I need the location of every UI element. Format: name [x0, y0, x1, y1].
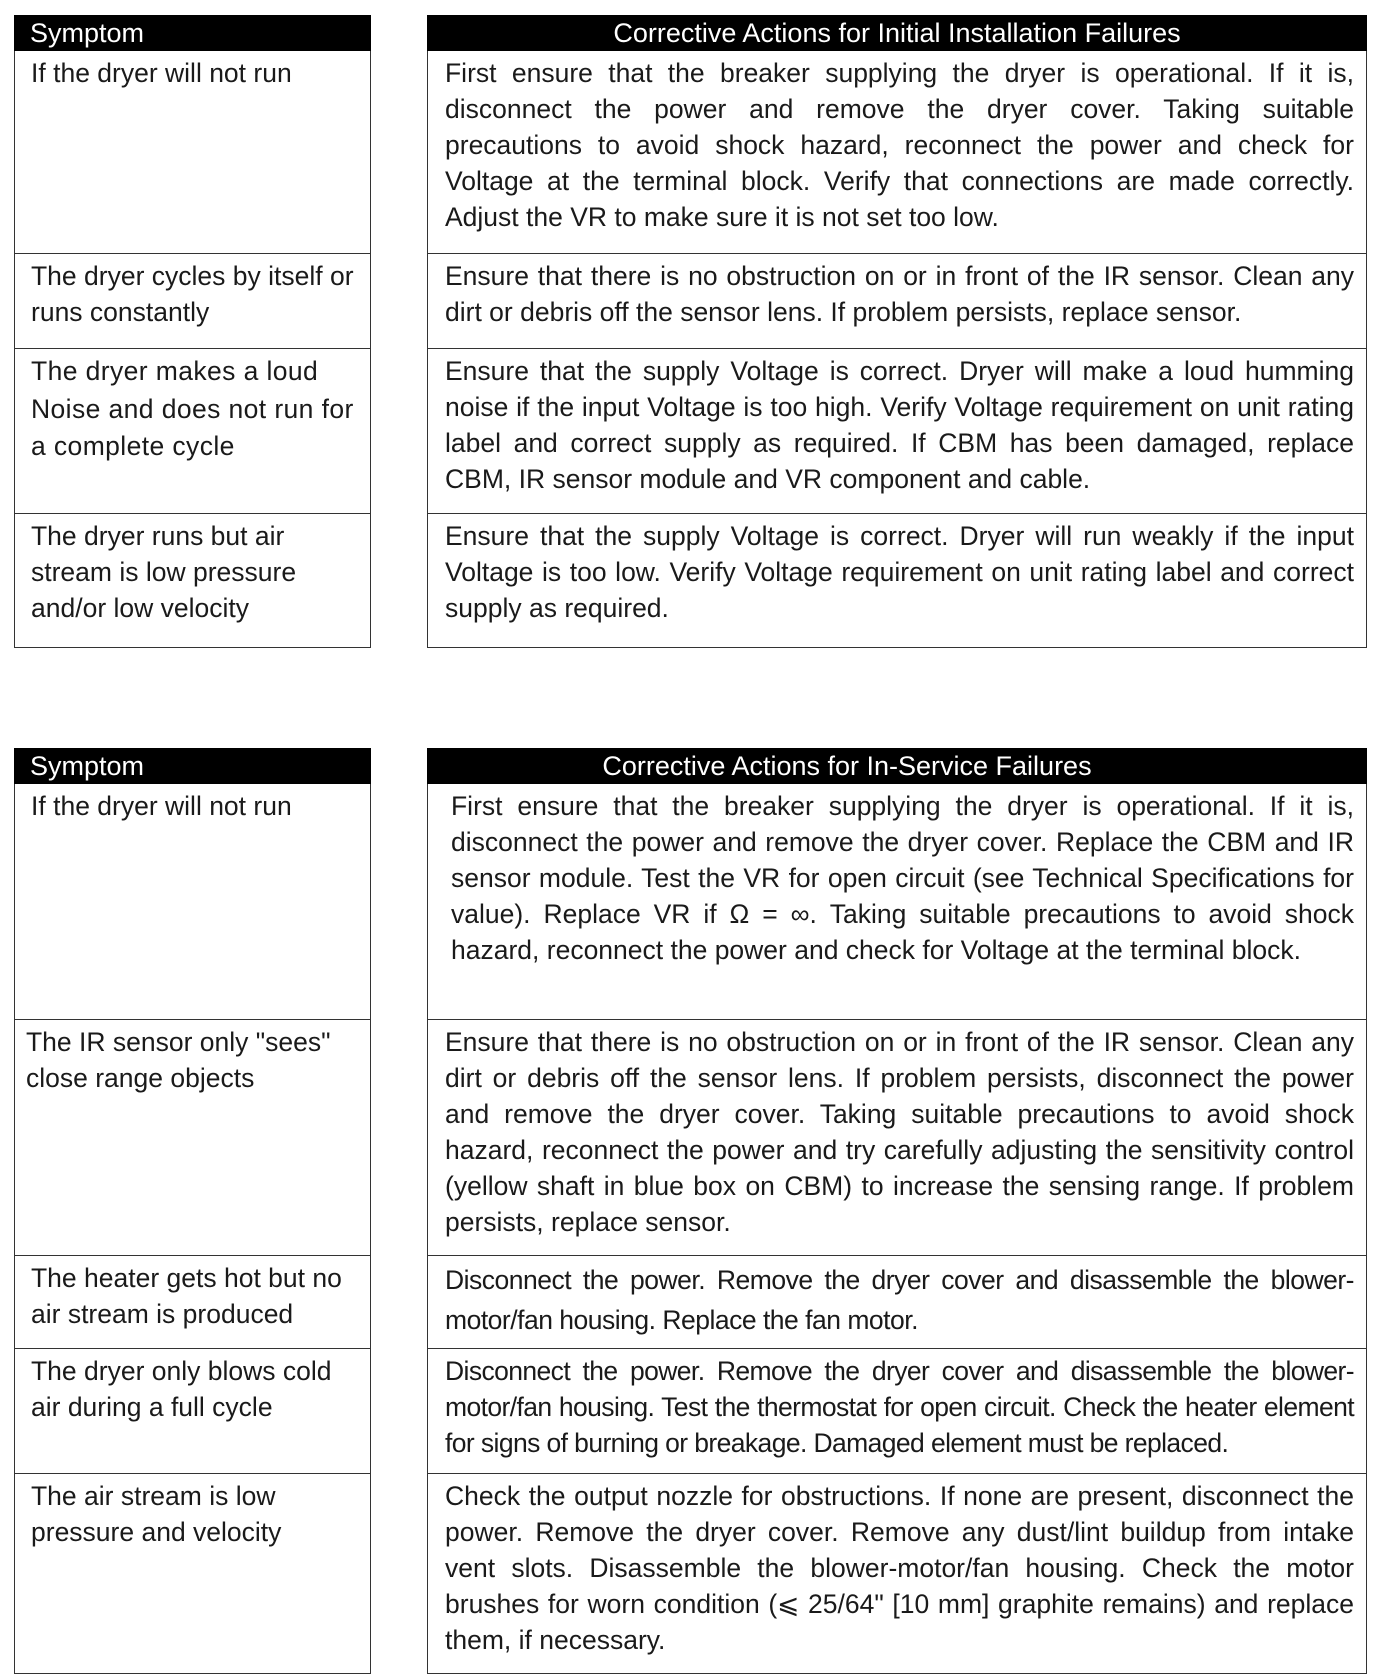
table2-symptom-cell: [14, 1349, 371, 1474]
table2-action-cell: [427, 1474, 1367, 1674]
table2-action-cell: [427, 784, 1367, 1020]
table2-symptom-text: The air stream is low pressure and velocity: [31, 1481, 282, 1547]
table2-symptom-cell: [14, 1474, 371, 1674]
table1-symptom-cell: [14, 349, 371, 514]
table2-actions-header: Corrective Actions for In-Service Failures: [427, 748, 1367, 784]
table2-symptom-header: Symptom: [14, 748, 371, 784]
table1-symptom-column: [14, 15, 371, 648]
table2-symptom-text: The dryer only blows cold air during a full cycle: [31, 1356, 332, 1422]
table2-action-cell: [427, 1256, 1367, 1349]
table1-action-cell: [427, 254, 1367, 349]
table1-symptom-text: If the dryer will not run: [31, 58, 292, 88]
table1-action-text: Ensure that there is no obstruction on or in front of the IR sensor. Clean any dirt or debris off the sensor lens. If problem persists, replace sensor.: [445, 261, 1354, 327]
table2-symptom-cell: [14, 1020, 371, 1256]
table1-action-cell: [427, 514, 1367, 648]
table1-action-text: Ensure that the supply Voltage is correct. Dryer will make a loud humming noise if the input Voltage is too high. Verify Voltage requirement on unit rating label and correct supply as required. If CBM has been damaged, replace CBM, IR sensor module and VR component and cable.: [445, 356, 1354, 494]
table1-action-text: First ensure that the breaker supplying the dryer is operational. If it is, disconnect the power and remove the dryer cover. Taking suitable precautions to avoid shock hazard, reconnect the power and check for Voltage at the terminal block. Verify that connections are made correctly. Adjust the VR to make sure it is not set too low.: [445, 58, 1354, 232]
table2-symptom-text: The IR sensor only "sees" close range objects: [26, 1027, 331, 1093]
table2-action-text: Disconnect the power. Remove the dryer cover and disassemble the blower-motor/fan housing. Replace the fan motor.: [445, 1265, 1354, 1335]
table2-action-text: First ensure that the breaker supplying the dryer is operational. If it is, disconnect the power and remove the dryer cover. Replace the CBM and IR sensor module. Test the VR for open circuit (see Technical Specifications for value). Replace VR if Ω = ∞. Taking suitable precautions to avoid shock hazard, reconnect the power and check for Voltage at the terminal block.: [451, 791, 1354, 965]
table1-actions-header: Corrective Actions for Initial Installation Failures: [427, 15, 1367, 51]
table2-symptom-text: The heater gets hot but no air stream is produced: [31, 1263, 342, 1329]
table1-action-cell: [427, 51, 1367, 254]
table2-symptom-cell: [14, 784, 371, 1020]
table2-action-text: Ensure that there is no obstruction on or in front of the IR sensor. Clean any dirt or debris off the sensor lens. If problem persists, disconnect the power and remove the dryer cover. Taking suitable precautions to avoid shock hazard, reconnect the power and try carefully adjusting the sensitivity control (yellow shaft in blue box on CBM) to increase the sensing range. If problem persists, replace sensor.: [445, 1027, 1354, 1237]
table2-action-text: Check the output nozzle for obstructions. If none are present, disconnect the power. Remove the dryer cover. Remove any dust/lint buildup from intake vent slots. Disassemble the blower-motor/fan housing. Check the motor brushes for worn condition (⩽ 25/64" [10 mm] graphite remains) and replace them, if necessary.: [445, 1481, 1354, 1655]
table1-symptom-text: The dryer runs but air stream is low pressure and/or low velocity: [31, 521, 297, 623]
table2-symptom-text: If the dryer will not run: [31, 791, 292, 821]
table2-action-cell: [427, 1349, 1367, 1474]
table1-symptom-text: The dryer cycles by itself or runs constantly: [31, 261, 354, 327]
table1-symptom-cell: [14, 514, 371, 648]
table1-symptom-text: The dryer makes a loud Noise and does not run for a complete cycle: [31, 356, 354, 461]
table2-actions-column: [427, 748, 1367, 1675]
table1-action-text: Ensure that the supply Voltage is correct. Dryer will run weakly if the input Voltage is too low. Verify Voltage requirement on unit rating label and correct supply as required.: [445, 521, 1354, 623]
table1-actions-column: [427, 15, 1367, 648]
table1-symptom-header: Symptom: [14, 15, 371, 51]
table1-symptom-cell: [14, 51, 371, 254]
table2-action-cell: [427, 1020, 1367, 1256]
table1-action-cell: [427, 349, 1367, 514]
table2-symptom-column: [14, 748, 371, 1675]
table1-symptom-cell: [14, 254, 371, 349]
table2-action-text: Disconnect the power. Remove the dryer cover and disassemble the blower-motor/fan housing. Test the thermostat for open circuit. Check the heater element for signs of burning or breakage. Damaged element must be replaced.: [445, 1356, 1354, 1458]
table2-symptom-cell: [14, 1256, 371, 1349]
